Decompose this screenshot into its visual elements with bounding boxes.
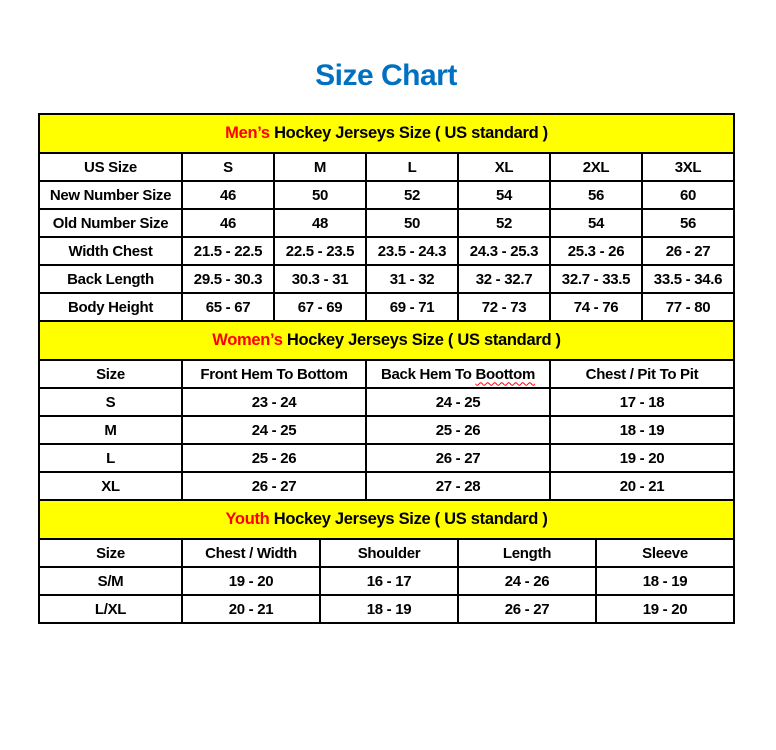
- size-value-cell: 17 - 18: [550, 388, 734, 416]
- size-value-cell: 77 - 80: [642, 293, 734, 321]
- column-header: [182, 539, 320, 567]
- section-header-text: Hockey Jerseys Size ( US standard ): [282, 331, 561, 349]
- womens-size-table: [38, 320, 735, 501]
- size-value-cell: 20 - 21: [550, 472, 734, 500]
- size-value-cell: 24 - 25: [366, 388, 550, 416]
- table-row: [39, 388, 734, 416]
- size-value-cell: 26 - 27: [458, 595, 596, 623]
- column-header: [182, 153, 274, 181]
- youth-section-header: [39, 500, 734, 539]
- size-value-cell: 19 - 20: [596, 595, 734, 623]
- row-label: M: [39, 416, 182, 444]
- size-value-cell: 24 - 25: [182, 416, 366, 444]
- size-value-cell: 33.5 - 34.6: [642, 265, 734, 293]
- size-value-cell: 18 - 19: [320, 595, 458, 623]
- size-value-cell: 29.5 - 30.3: [182, 265, 274, 293]
- column-header: [642, 153, 734, 181]
- column-header-text: M: [313, 158, 327, 176]
- column-header-text: L: [407, 158, 417, 176]
- column-header-text: 2XL: [582, 158, 610, 176]
- size-value-cell: 16 - 17: [320, 567, 458, 595]
- column-header: [458, 153, 550, 181]
- row-label: S: [39, 388, 182, 416]
- size-value-cell: 30.3 - 31: [274, 265, 366, 293]
- size-value-cell: 18 - 19: [596, 567, 734, 595]
- table-row: [39, 595, 734, 623]
- size-value-cell: 52: [458, 209, 550, 237]
- section-header-text: Hockey Jerseys Size ( US standard ): [269, 510, 548, 528]
- row-label: XL: [39, 472, 182, 500]
- size-value-cell: 20 - 21: [182, 595, 320, 623]
- size-value-cell: 26 - 27: [366, 444, 550, 472]
- misspelled-word: Boottom: [475, 365, 536, 383]
- row-label: Old Number Size: [39, 209, 182, 237]
- size-chart-document: [0, 58, 776, 750]
- column-header: [366, 153, 458, 181]
- row-label: Body Height: [39, 293, 182, 321]
- row-label: L/XL: [39, 595, 182, 623]
- table-row: [39, 567, 734, 595]
- mens-size-table: [38, 113, 735, 322]
- size-value-cell: 52: [366, 181, 458, 209]
- row-label: Width Chest: [39, 237, 182, 265]
- column-header-text: Sleeve: [642, 544, 688, 562]
- youth-size-table: [38, 499, 735, 624]
- size-value-cell: 69 - 71: [366, 293, 458, 321]
- size-value-cell: 24.3 - 25.3: [458, 237, 550, 265]
- column-header: [39, 539, 182, 567]
- column-header-text: Size: [96, 544, 125, 562]
- page-title: Size Chart: [315, 59, 457, 92]
- column-header: [550, 360, 734, 388]
- section-accent-label: Youth: [225, 510, 270, 528]
- size-value-cell: 26 - 27: [182, 472, 366, 500]
- size-value-cell: 54: [458, 181, 550, 209]
- column-header: [550, 153, 642, 181]
- section-accent-label: Men’s: [225, 124, 270, 142]
- column-header: [39, 153, 182, 181]
- size-value-cell: 56: [642, 209, 734, 237]
- mens-section-header: [39, 114, 734, 153]
- table-row: [39, 265, 734, 293]
- size-value-cell: 65 - 67: [182, 293, 274, 321]
- table-row: [39, 293, 734, 321]
- column-header-text: Chest / Pit To Pit: [585, 365, 699, 383]
- column-header-text: US Size: [84, 158, 137, 176]
- size-value-cell: 46: [182, 209, 274, 237]
- size-value-cell: 24 - 26: [458, 567, 596, 595]
- size-value-cell: 23.5 - 24.3: [366, 237, 458, 265]
- size-value-cell: 22.5 - 23.5: [274, 237, 366, 265]
- size-value-cell: 48: [274, 209, 366, 237]
- column-header-text: Chest / Width: [205, 544, 297, 562]
- size-value-cell: 23 - 24: [182, 388, 366, 416]
- column-header-text: Length: [502, 544, 552, 562]
- size-value-cell: 25.3 - 26: [550, 237, 642, 265]
- size-value-cell: 54: [550, 209, 642, 237]
- column-header: [39, 360, 182, 388]
- row-label: New Number Size: [39, 181, 182, 209]
- column-header-text: Front Hem To Bottom: [200, 365, 348, 383]
- table-row: [39, 237, 734, 265]
- column-header-text: Size: [96, 365, 125, 383]
- size-value-cell: 26 - 27: [642, 237, 734, 265]
- column-header-text: Back Hem To: [380, 365, 476, 383]
- size-value-cell: 31 - 32: [366, 265, 458, 293]
- section-accent-label: Women’s: [212, 331, 283, 349]
- size-value-cell: 50: [274, 181, 366, 209]
- column-header: [596, 539, 734, 567]
- column-header-text: 3XL: [674, 158, 702, 176]
- row-label: L: [39, 444, 182, 472]
- column-header-text: S: [223, 158, 233, 176]
- size-value-cell: 19 - 20: [550, 444, 734, 472]
- size-value-cell: 18 - 19: [550, 416, 734, 444]
- size-value-cell: 19 - 20: [182, 567, 320, 595]
- womens-section-header: [39, 321, 734, 360]
- row-label: Back Length: [39, 265, 182, 293]
- size-tables: [38, 113, 735, 624]
- column-header: [274, 153, 366, 181]
- size-value-cell: 25 - 26: [182, 444, 366, 472]
- row-label: S/M: [39, 567, 182, 595]
- size-value-cell: 32 - 32.7: [458, 265, 550, 293]
- size-value-cell: 50: [366, 209, 458, 237]
- size-value-cell: 74 - 76: [550, 293, 642, 321]
- column-header-text: XL: [494, 158, 514, 176]
- column-header-text: Shoulder: [357, 544, 421, 562]
- section-header-text: Hockey Jerseys Size ( US standard ): [269, 124, 548, 142]
- table-row: [39, 444, 734, 472]
- column-header: [458, 539, 596, 567]
- table-row: [39, 472, 734, 500]
- size-value-cell: 46: [182, 181, 274, 209]
- table-row: [39, 416, 734, 444]
- table-row: [39, 209, 734, 237]
- size-value-cell: 60: [642, 181, 734, 209]
- size-value-cell: 67 - 69: [274, 293, 366, 321]
- column-header: [366, 360, 550, 388]
- size-value-cell: 32.7 - 33.5: [550, 265, 642, 293]
- size-value-cell: 72 - 73: [458, 293, 550, 321]
- column-header: [320, 539, 458, 567]
- size-value-cell: 56: [550, 181, 642, 209]
- column-header: [182, 360, 366, 388]
- size-value-cell: 25 - 26: [366, 416, 550, 444]
- table-row: [39, 181, 734, 209]
- size-value-cell: 21.5 - 22.5: [182, 237, 274, 265]
- size-value-cell: 27 - 28: [366, 472, 550, 500]
